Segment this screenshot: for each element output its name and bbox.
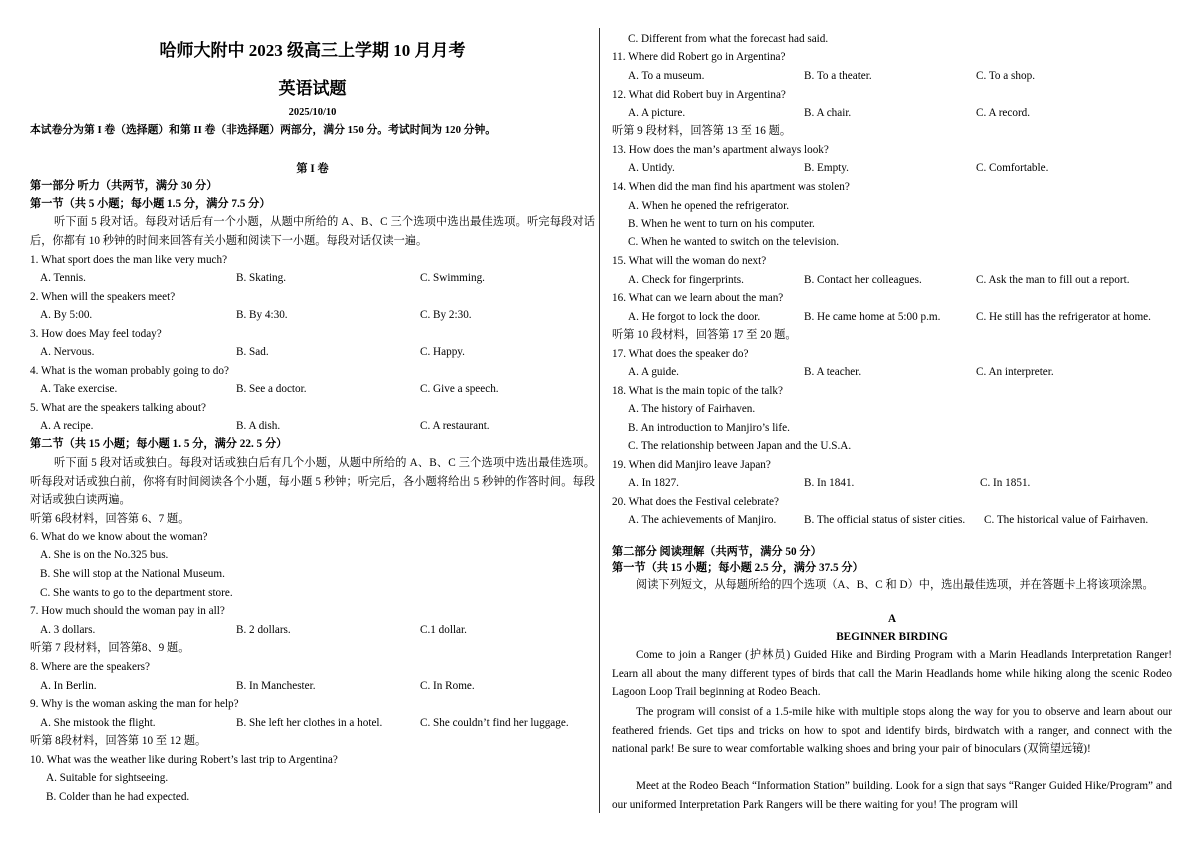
reading-part-title: 第二部分 阅读理解（共两节，满分 50 分） — [612, 546, 822, 558]
exam-date: 2025/10/10 — [288, 107, 337, 118]
option-b: B. She will stop at the National Museum. — [40, 568, 225, 580]
reading-instructions: 阅读下列短文，从每题所给的四个选项（A、B、C 和 D）中，选出最佳选项，并在答题卡上将该项涂黑。 — [636, 579, 1154, 591]
question-stem: 17. What does the speaker do? — [612, 348, 749, 360]
option-c: C. Swimming. — [420, 272, 485, 284]
question-stem: 7. How much should the woman pay in all? — [30, 605, 225, 617]
passage-title: BEGINNER BIRDING — [836, 631, 948, 643]
question-options — [628, 271, 1172, 289]
passage-paragraph-2: The program will consist of a 1.5-mile hike with multiple stops along the way for you to observe and learn about our feathered friends. Get tips and tricks on how to spot and identify birds, birdwatch with a ranger, and connect with the national park! Be sure to wear comfortable walking shoes and bring your pair of binoculars (双筒望远镜)! — [612, 706, 1172, 755]
option-c: C. She couldn’t find her luggage. — [420, 717, 569, 729]
option-a: A. Untidy. — [628, 162, 675, 174]
school-title: 哈师大附中 2023 级高三上学期 10 月月考 — [159, 41, 466, 60]
option-c: C. He still has the refrigerator at home. — [976, 311, 1151, 323]
option-a: A. Tennis. — [40, 272, 86, 284]
option-c: C. To a shop. — [976, 70, 1035, 82]
option-b: B. 2 dollars. — [236, 624, 291, 636]
option-b: B. A dish. — [236, 420, 281, 432]
option-c: C. She wants to go to the department store. — [40, 587, 233, 599]
option-b: B. Skating. — [236, 272, 287, 284]
question-options — [40, 269, 595, 287]
listening-section1-instructions: 听下面 5 段对话。每段对话后有一个小题，从题中所给的 A、B、C 三个选项中选出最佳选项。听完每段对话后，你都有 10 秒钟的时间来回答有关小题和阅读下一小题。每段对话仅读一遍。 — [30, 216, 595, 247]
question-stem: 14. When did the man find his apartment was stolen? — [612, 181, 850, 193]
reading-section1-title: 第一节（共 15 小题；每小题 2.5 分，满分 37.5 分） — [612, 562, 864, 574]
question-options — [40, 380, 595, 398]
subject-title: 英语试题 — [278, 79, 347, 98]
question-options — [40, 417, 595, 435]
question-stem: 9. Why is the woman asking the man for help? — [30, 698, 239, 710]
option-b: B. A teacher. — [804, 366, 862, 378]
question-stem: 15. What will the woman do next? — [612, 255, 767, 267]
option-a: A. A guide. — [628, 366, 679, 378]
question-options — [40, 677, 595, 695]
question-options — [628, 511, 1172, 529]
question-stem: 6. What do we know about the woman? — [30, 531, 208, 543]
option-c: C. Different from what the forecast had said. — [628, 33, 829, 45]
option-b: B. To a theater. — [804, 70, 872, 82]
option-c: C. The historical value of Fairhaven. — [984, 514, 1149, 526]
listening-section2-title: 第二节（共 15 小题；每小题 1. 5 分，满分 22. 5 分） — [30, 438, 288, 450]
option-a: A. Check for fingerprints. — [628, 274, 744, 286]
option-c: C.1 dollar. — [420, 624, 467, 636]
exam-intro: 本试卷分为第 I 卷（选择题）和第 II 卷（非选择题）两部分，满分 150 分。考试时间为 120 分钟。 — [30, 124, 497, 136]
option-c: C. Comfortable. — [976, 162, 1049, 174]
question-stem: 16. What can we learn about the man? — [612, 292, 784, 304]
question-options — [628, 474, 1172, 492]
question-stem: 8. Where are the speakers? — [30, 661, 150, 673]
question-options — [628, 308, 1172, 326]
option-b: B. The official status of sister cities. — [804, 514, 966, 526]
listening-section1-title: 第一节（共 5 小题；每小题 1.5 分，满分 7.5 分） — [30, 198, 271, 210]
option-a: A. He forgot to lock the door. — [628, 311, 761, 323]
option-b: B. Colder than he had expected. — [46, 791, 190, 803]
option-b: B. By 4:30. — [236, 309, 288, 321]
option-a: A. She is on the No.325 bus. — [40, 549, 169, 561]
option-c: C. By 2:30. — [420, 309, 472, 321]
listening-part-title: 第一部分 听力（共两节，满分 30 分） — [30, 180, 218, 192]
question-options — [40, 343, 595, 361]
option-a: A. A recipe. — [40, 420, 94, 432]
material-note: 听第 8段材料，回答第 10 至 12 题。 — [30, 735, 207, 747]
option-b: B. When he went to turn on his computer. — [628, 218, 815, 230]
question-stem: 5. What are the speakers talking about? — [30, 402, 206, 414]
listening-section2-instructions: 听下面 5 段对话或独白。每段对话或独白后有几个小题，从题中所给的 A、B、C 三个选项中选出最佳选项。听每段对话或独白前，你将有时间阅读各个小题，每小题 5 秒钟；听完后，各小题将给出 5 秒钟的作答时间。每段对话或独白读两遍。 — [30, 457, 595, 506]
option-b: B. See a doctor. — [236, 383, 307, 395]
option-b: B. A chair. — [804, 107, 852, 119]
option-a: A. 3 dollars. — [40, 624, 96, 636]
option-a: A. She mistook the flight. — [40, 717, 156, 729]
option-c: C. A restaurant. — [420, 420, 490, 432]
option-c: C. A record. — [976, 107, 1031, 119]
material-note: 听第 7 段材料，回答第8、9 题。 — [30, 642, 190, 654]
question-options — [628, 104, 1172, 122]
option-b: B. Contact her colleagues. — [804, 274, 922, 286]
question-stem: 1. What sport does the man like very much? — [30, 254, 228, 266]
passage-letter: A — [887, 613, 897, 625]
question-stem: 4. What is the woman probably going to do? — [30, 365, 229, 377]
option-b: B. In 1841. — [804, 477, 855, 489]
question-options — [40, 714, 595, 732]
question-stem: 13. How does the man’s apartment always look? — [612, 144, 829, 156]
question-stem: 11. Where did Robert go in Argentina? — [612, 51, 786, 63]
option-a: A. To a museum. — [628, 70, 705, 82]
question-stem: 18. What is the main topic of the talk? — [612, 385, 783, 397]
question-stem: 12. What did Robert buy in Argentina? — [612, 89, 786, 101]
passage-paragraph-3: Meet at the Rodeo Beach “Information Station” building. Look for a sign that says “Ranger Guided Hike/Program” and our uniformed Interpretation Park Rangers will be there waiting for you! The program will — [612, 780, 1172, 811]
question-stem: 20. What does the Festival celebrate? — [612, 496, 779, 508]
option-c: C. In 1851. — [980, 477, 1031, 489]
question-stem: 10. What was the weather like during Robert’s last trip to Argentina? — [30, 754, 338, 766]
option-c: C. An interpreter. — [976, 366, 1054, 378]
option-c: C. Give a speech. — [420, 383, 499, 395]
option-a: A. In Berlin. — [40, 680, 97, 692]
material-note: 听第 9 段材料，回答第 13 至 16 题。 — [612, 125, 792, 137]
option-a: A. When he opened the refrigerator. — [628, 200, 790, 212]
option-a: A. The achievements of Manjiro. — [628, 514, 777, 526]
question-stem: 19. When did Manjiro leave Japan? — [612, 459, 771, 471]
option-a: A. By 5:00. — [40, 309, 93, 321]
option-c: C. Ask the man to fill out a report. — [976, 274, 1130, 286]
option-b: B. Sad. — [236, 346, 269, 358]
option-c: C. Happy. — [420, 346, 465, 358]
question-options — [40, 306, 595, 324]
option-a: A. Nervous. — [40, 346, 95, 358]
option-a: A. Suitable for sightseeing. — [46, 772, 169, 784]
option-a: A. A picture. — [628, 107, 686, 119]
question-stem: 2. When will the speakers meet? — [30, 291, 176, 303]
option-b: B. In Manchester. — [236, 680, 316, 692]
option-b: B. An introduction to Manjiro’s life. — [628, 422, 790, 434]
option-a: A. Take exercise. — [40, 383, 118, 395]
question-options — [628, 159, 1172, 177]
option-c: C. The relationship between Japan and the U.S.A. — [628, 440, 852, 452]
option-a: A. In 1827. — [628, 477, 679, 489]
option-b: B. He came home at 5:00 p.m. — [804, 311, 941, 323]
question-options — [628, 363, 1172, 381]
option-c: C. In Rome. — [420, 680, 475, 692]
option-c: C. When he wanted to switch on the television. — [628, 236, 840, 248]
question-stem: 3. How does May feel today? — [30, 328, 162, 340]
volume-title: 第 I 卷 — [296, 163, 329, 175]
passage-paragraph-1: Come to join a Ranger (护林员) Guided Hike and Birding Program with a Marin Headlands Interpretation Ranger! Learn all about the many different types of birds that call the Marin Headlands home while hiking along the scenic Rodeo Lagoon Loop Trail beginning at Rodeo Beach. — [612, 649, 1172, 698]
material-note: 听第 6段材料，回答第 6、7 题。 — [30, 513, 190, 525]
option-b: B. She left her clothes in a hotel. — [236, 717, 383, 729]
question-options — [40, 621, 595, 639]
column-divider — [599, 28, 600, 813]
question-options — [628, 67, 1172, 85]
option-a: A. The history of Fairhaven. — [628, 403, 756, 415]
material-note: 听第 10 段材料，回答第 17 至 20 题。 — [612, 329, 797, 341]
option-b: B. Empty. — [804, 162, 849, 174]
